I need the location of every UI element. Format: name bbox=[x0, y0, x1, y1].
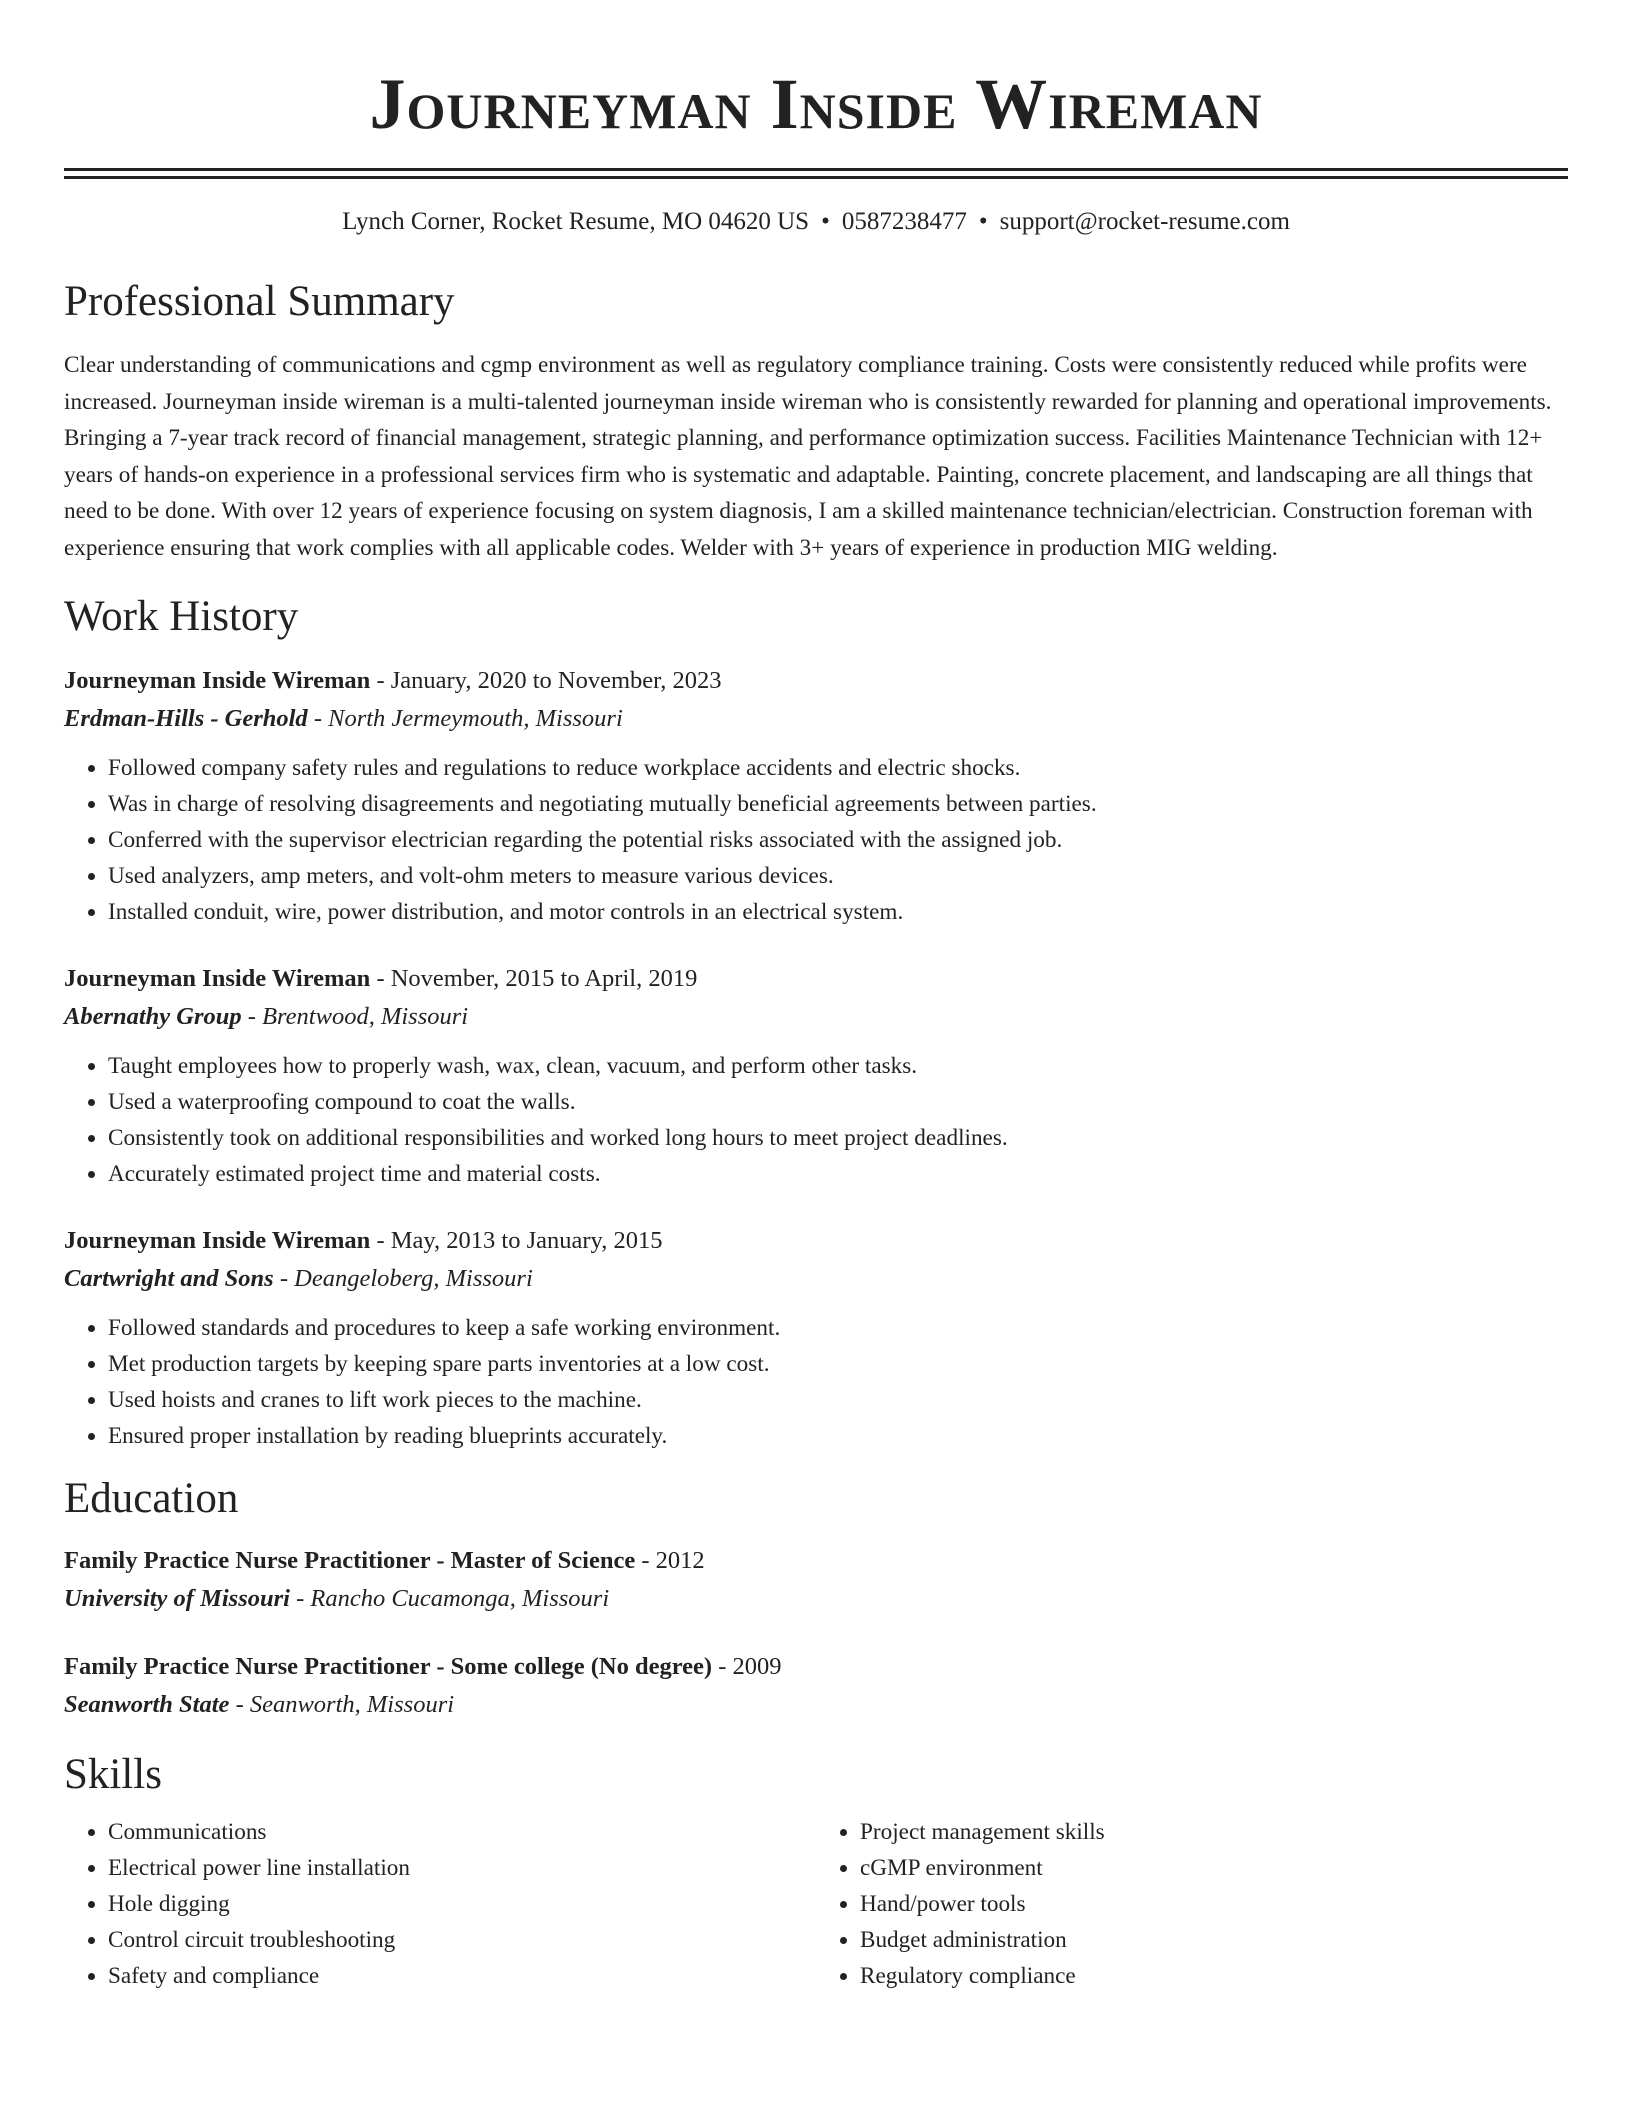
job-entry bbox=[64, 1222, 1568, 1454]
job-bullets bbox=[64, 1048, 1568, 1192]
education-header bbox=[64, 1542, 1568, 1580]
job-dates: - May, 2013 to January, 2015 bbox=[370, 1227, 663, 1254]
skill-item: • Budget administration bbox=[860, 1922, 1568, 1958]
resume-name: Journeyman Inside Wireman bbox=[369, 64, 1263, 144]
contact-address: Lynch Corner, Rocket Resume, MO 04620 US bbox=[342, 208, 810, 235]
education-header bbox=[64, 1648, 1568, 1686]
job-company: Cartwright and Sons bbox=[64, 1265, 274, 1292]
job-header bbox=[64, 662, 1568, 700]
job-bullet: • Used analyzers, amp meters, and volt-ohm meters to measure various devices. bbox=[108, 858, 1568, 894]
job-bullet: • Used hoists and cranes to lift work pieces to the machine. bbox=[108, 1382, 1568, 1418]
contact-separator: • bbox=[978, 208, 988, 235]
job-bullets bbox=[64, 1310, 1568, 1454]
skill-item: • Safety and compliance bbox=[108, 1958, 816, 1994]
job-bullet: • Followed company safety rules and regulations to reduce workplace accidents and electric shocks. bbox=[108, 750, 1568, 786]
job-bullet: • Taught employees how to properly wash, wax, clean, vacuum, and perform other tasks. bbox=[108, 1048, 1568, 1084]
header-rule-bottom bbox=[64, 176, 1568, 179]
education-degree: Family Practice Nurse Practitioner - Master of Science bbox=[64, 1547, 636, 1574]
contact-phone: 0587238477 bbox=[841, 208, 967, 235]
job-employer bbox=[64, 998, 1568, 1036]
skill-item: • Communications bbox=[108, 1814, 816, 1850]
skill-item: • Regulatory compliance bbox=[860, 1958, 1568, 1994]
job-location: - North Jermeymouth, Missouri bbox=[307, 705, 623, 732]
job-location: - Deangeloberg, Missouri bbox=[273, 1265, 533, 1292]
contact-email: support@rocket-resume.com bbox=[999, 208, 1290, 235]
education-year: - 2009 bbox=[712, 1653, 782, 1680]
education-institution bbox=[64, 1686, 1568, 1724]
education-entry bbox=[64, 1542, 1568, 1618]
job-employer bbox=[64, 1260, 1568, 1298]
job-header bbox=[64, 960, 1568, 998]
job-bullet: • Installed conduit, wire, power distribution, and motor controls in an electrical system. bbox=[108, 894, 1568, 930]
skills-columns bbox=[64, 1814, 1568, 1994]
skills-list-right bbox=[816, 1814, 1568, 1994]
section-heading-summary: Professional Summary bbox=[64, 278, 455, 325]
resume-page bbox=[64, 0, 1568, 1994]
education-location: - Rancho Cucamonga, Missouri bbox=[289, 1585, 610, 1612]
education-degree: Family Practice Nurse Practitioner - Some college (No degree) bbox=[64, 1653, 713, 1680]
education-institution bbox=[64, 1580, 1568, 1618]
job-title: Journeyman Inside Wireman bbox=[64, 965, 371, 992]
job-title: Journeyman Inside Wireman bbox=[64, 667, 371, 694]
skill-item: • Hand/power tools bbox=[860, 1886, 1568, 1922]
job-entry bbox=[64, 662, 1568, 930]
contact-separator: • bbox=[821, 208, 830, 235]
skill-item: • cGMP environment bbox=[860, 1850, 1568, 1886]
job-dates: - January, 2020 to November, 2023 bbox=[370, 667, 722, 694]
education-school: Seanworth State bbox=[64, 1691, 230, 1718]
job-title: Journeyman Inside Wireman bbox=[64, 1227, 371, 1254]
education-school: University of Missouri bbox=[64, 1585, 290, 1612]
education-entry bbox=[64, 1648, 1568, 1724]
skill-item: • Hole digging bbox=[108, 1886, 816, 1922]
job-header bbox=[64, 1222, 1568, 1260]
job-bullet: • Used a waterproofing compound to coat the walls. bbox=[108, 1084, 1568, 1120]
job-bullet: • Was in charge of resolving disagreements and negotiating mutually beneficial agreements between parties. bbox=[108, 786, 1568, 822]
job-dates: - November, 2015 to April, 2019 bbox=[370, 965, 698, 992]
skill-item: • Control circuit troubleshooting bbox=[108, 1922, 816, 1958]
summary-text: Clear understanding of communications and cgmp environment as well as regulatory compliance training. Costs were consistently reduced while profits were increased. Journeyman inside wireman is a multi-talented journeyman inside wireman who is consistently rewarded for planning and operational improvements. Bringing a 7-year track record of financial management, strategic planning, and performance optimization success. Facilities Maintenance Technician with 12+ years of hands-on experience in a professional services firm who is systematic and adaptable. Painting, concrete placement, and landscaping are all things that need to be done. With over 12 years of experience focusing on system diagnosis, I am a skilled maintenance technician/electrician. Construction foreman with experience ensuring that work complies with all applicable codes. Welder with 3+ years of experience in production MIG welding. bbox=[64, 352, 1552, 561]
job-company: Erdman-Hills - Gerhold bbox=[64, 705, 308, 732]
header-rule-top bbox=[64, 168, 1568, 171]
job-bullet: • Met production targets by keeping spare parts inventories at a low cost. bbox=[108, 1346, 1568, 1382]
job-bullet: • Accurately estimated project time and material costs. bbox=[108, 1156, 1568, 1192]
job-company: Abernathy Group bbox=[64, 1003, 242, 1030]
job-bullet: • Followed standards and procedures to keep a safe working environment. bbox=[108, 1310, 1568, 1346]
section-heading-education: Education bbox=[64, 1475, 239, 1522]
job-entry bbox=[64, 960, 1568, 1192]
job-bullet: • Ensured proper installation by reading blueprints accurately. bbox=[108, 1418, 1568, 1454]
job-employer bbox=[64, 700, 1568, 738]
skill-item: • Project management skills bbox=[860, 1814, 1568, 1850]
contact-line bbox=[64, 207, 1568, 237]
skill-item: • Electrical power line installation bbox=[108, 1850, 816, 1886]
job-bullet: • Conferred with the supervisor electrician regarding the potential risks associated with the assigned job. bbox=[108, 822, 1568, 858]
job-bullets bbox=[64, 750, 1568, 930]
job-bullet: • Consistently took on additional responsibilities and worked long hours to meet project deadlines. bbox=[108, 1120, 1568, 1156]
skills-list-left bbox=[64, 1814, 816, 1994]
section-heading-skills: Skills bbox=[64, 1751, 162, 1798]
job-location: - Brentwood, Missouri bbox=[241, 1003, 469, 1030]
education-location: - Seanworth, Missouri bbox=[229, 1691, 455, 1718]
education-year: - 2012 bbox=[635, 1547, 705, 1574]
section-heading-work-history: Work History bbox=[64, 593, 299, 640]
